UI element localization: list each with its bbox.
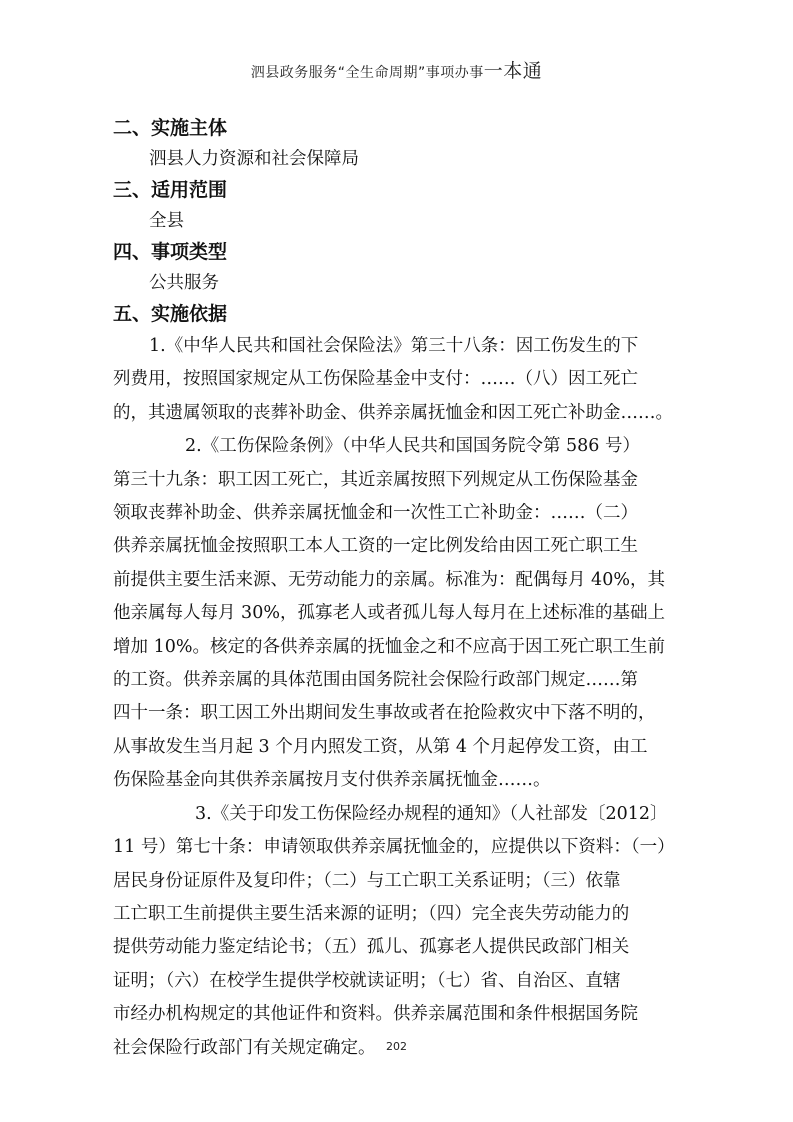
basis-2-line: 他亲属每人每月 30%，孤寡老人或者孤儿每人每月在上述标准的基础上 (113, 603, 665, 624)
running-header-suffix: 一本通 (483, 60, 543, 82)
basis-2-line: 2.《工伤保险条例》（中华人民共和国国务院令第 586 号） (185, 436, 640, 457)
basis-2-line: 伤保险基金向其供养亲属按月支付供养亲属抚恤金……。 (113, 770, 551, 791)
section-heading-item-type: 四、事项类型 (113, 241, 228, 263)
basis-2-line: 前提供主要生活来源、无劳动能力的亲属。标准为：配偶每月 40%，其 (113, 569, 665, 590)
basis-2-line: 四十一条：职工因工外出期间发生事故或者在抢险救灾中下落不明的， (113, 703, 656, 724)
basis-paragraph-3 (113, 798, 688, 1065)
basis-3-line: 11 号）第七十条：申请领取供养亲属抚恤金的，应提供以下资料：（一） (113, 837, 675, 858)
basis-1-line: 1.《中华人民共和国社会保险法》第三十八条：因工伤发生的下 (149, 336, 639, 356)
basis-3-line: 居民身份证原件及复印件；（二）与工亡职工关系证明；（三）依靠 (113, 870, 621, 891)
section-heading-legal-basis: 五、实施依据 (113, 303, 228, 325)
basis-2-line: 领取丧葬补助金、供养亲属抚恤金和一次性工亡补助金：……（二） (113, 503, 638, 524)
basis-3-line: 3.《关于印发工伤保险经办规程的通知》（人社部发〔2012〕 (195, 803, 668, 824)
basis-3-line: 提供劳动能力鉴定结论书；（五）孤儿、孤寡老人提供民政部门相关 (113, 937, 630, 958)
section-body-item-type: 公共服务 (149, 273, 219, 293)
basis-2-line: 的工资。供养亲属的具体范围由国务院社会保险行政部门规定……第 (113, 670, 638, 691)
basis-1-line: 列费用，按照国家规定从工伤保险基金中支付：……（八）因工死亡 (113, 369, 638, 390)
running-header-prefix: 泗县政务服务“全生命周期”事项办事 (250, 65, 484, 81)
basis-2-line: 第三十九条：职工因工死亡，其近亲属按照下列规定从工伤保险基金 (113, 469, 638, 490)
document-body (113, 112, 688, 1065)
basis-paragraph-2 (113, 430, 688, 797)
page-number: 202 (386, 1040, 407, 1053)
basis-2-line: 从事故发生当月起 3 个月内照发工资，从第 4 个月起停发工资，由工 (113, 736, 648, 757)
basis-3-line: 工亡职工生前提供主要生活来源的证明；（四）完全丧失劳动能力的 (113, 903, 630, 924)
basis-2-line: 供养亲属抚恤金按照职工本人工资的一定比例发给由因工死亡职工生 (113, 536, 638, 557)
basis-paragraph-1 (113, 330, 688, 430)
basis-3-line: 市经办机构规定的其他证件和资料。供养亲属范围和条件根据国务院 (113, 1004, 638, 1025)
basis-2-line: 增加 10%。核定的各供养亲属的抚恤金之和不应高于因工死亡职工生前 (113, 636, 665, 657)
running-header (0, 56, 793, 83)
section-body-scope: 全县 (149, 211, 184, 231)
basis-3-line: 证明；（六）在校学生提供学校就读证明；（七）省、自治区、直辖 (113, 970, 621, 991)
basis-1-line: 的，其遗属领取的丧葬补助金、供养亲属抚恤金和因工死亡补助金……。 (113, 402, 673, 423)
section-body-implementing-body: 泗县人力资源和社会保障局 (149, 149, 359, 169)
section-heading-scope: 三、适用范围 (113, 179, 228, 201)
basis-3-line: 社会保险行政部门有关规定确定。 (113, 1037, 376, 1058)
section-heading-implementing-body: 二、实施主体 (113, 117, 228, 139)
